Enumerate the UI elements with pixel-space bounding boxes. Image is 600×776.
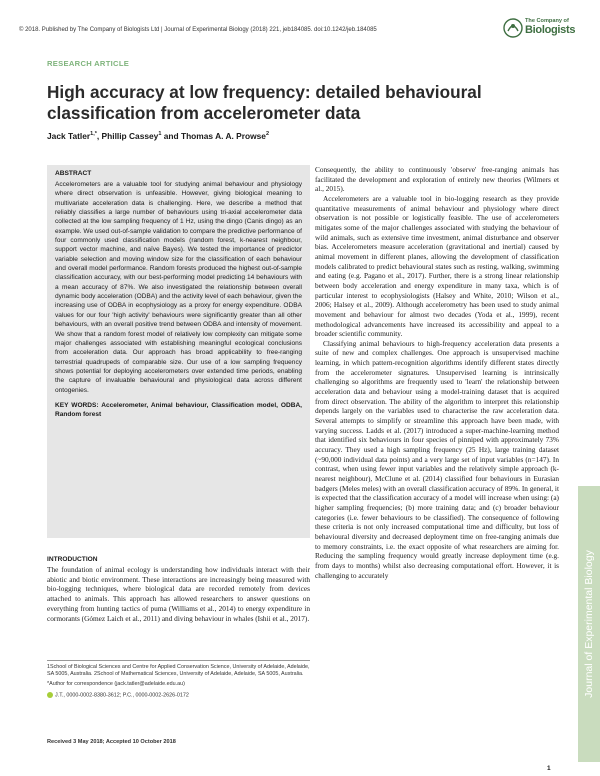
- author-separator: and: [161, 131, 181, 141]
- article-title: High accuracy at low frequency: detailed behavioural classification from accelerometer data: [47, 82, 482, 123]
- footnotes: [47, 660, 310, 702]
- logo-top-text: The Company of: [525, 18, 569, 24]
- correspondence[interactable]: *Author for correspondence (jack.tatler@adelaide.edu.au): [47, 681, 185, 688]
- logo-mark-icon: [503, 17, 523, 39]
- introduction-text: The foundation of animal ecology is understanding how individuals interact with their abiotic and biotic environment. These interactions are increasingly being measured with bio-logging techniques, where biological data are recorded remotely from devices attached to animals. This approach has allowed researchers to answer questions on everything from hunting tactics of puma (Williams et al., 2014) to energy expenditure in cormorants (Gómez Laich et al., 2011) and diving behaviour in whales (Ishii et al., 2017).: [47, 565, 310, 623]
- publisher-logo[interactable]: [503, 17, 579, 41]
- right-column: [315, 165, 559, 580]
- introduction-section: [47, 556, 310, 623]
- author-name[interactable]: Jack Tatler: [47, 131, 91, 141]
- author-superscript: 2: [265, 131, 270, 138]
- introduction-heading: INTRODUCTION: [47, 556, 98, 563]
- abstract-section: [47, 165, 310, 538]
- author-name[interactable]: Thomas A. A. Prowse: [180, 131, 266, 141]
- abstract-text: Accelerometers are a valuable tool for studying animal behaviour and physiology where direct observation is unfeasible. However, giving biological meaning to multivariate acceleration data is challenging. Here, we describe a method that reliably classifies a large number of behaviours using tri-axial accelerometer data collected at the low sampling frequency of 1 Hz, using the dingo (Canis dingo) as an example. We used out-of-sample validation to compare the predictive performance of four commonly used classification models (random forest, k-nearest neighbour, support vector machine, and naïve Bayes). We tested the importance of predictor variable selection and moving window size for the classification of each behaviour and overall model performance. Random forests produced the highest out-of-sample classification accuracy, with our best-performing model predicting 14 behaviours with a mean accuracy of 87%. We also investigated the relationship between overall dynamic body acceleration (ODBA) and the activity level of each behaviour, given the increasing use of ODBA in ecophysiology as a proxy for energy expenditure. ODBA values for our four 'high activity' behaviours were significantly greater than all other behaviours, with an overall positive trend between ODBA and intensity of movement. We show that a random forest model of relatively low complexity can mitigate some major challenges associated with establishing meaningful ecological conclusions from acceleration data. Our approach has broad applicability to free-ranging terrestrial quadrupeds of comparable size. Our use of a low sampling frequency shows potential for deploying accelerometers over extended time periods, enabling the capture of invaluable behavioural and physiological data across different ontogenies.: [55, 181, 302, 394]
- author-separator: ,: [96, 131, 102, 141]
- author-name[interactable]: Phillip Cassey: [101, 131, 159, 141]
- author-list: [47, 131, 269, 141]
- author-superscript: 1: [158, 131, 162, 138]
- orcid-icon: [47, 692, 53, 698]
- abstract-heading: ABSTRACT: [55, 170, 92, 177]
- body-paragraph: Accelerometers are a valuable tool in bio-logging research as they provide quantitative measurements of animal behaviour and physiology where direct observation is not possible or logistically feasible. The use of accelerometers mitigates some of the major challenges associated with studying the behaviour of wild animals, such as extensive time investment, animal disturbance and observer bias. Accelerometers measure acceleration (gravitational and inertial) caused by animal movement in different planes, allowing the development of classification models calibrated to predict behavioural states such as resting, walking, swimming and eating (e.g. Pagano et al., 2017). Further, there is a strong linear relationship between body acceleration and energy expenditure in many taxa, which is of particular interest to ecophysiologists (Halsey and White, 2010; Wilson et al., 2006; Halsey et al., 2009). Although accelerometry has been used to study animal movement and behaviour for almost two decades (Yoda et al., 1999), recent methodological advancements have increased its accessibility and appeal to a broader scientific community.: [315, 193, 559, 339]
- orcid-line[interactable]: [47, 692, 310, 700]
- journal-header: © 2018. Published by The Company of Biologists Ltd | Journal of Experimental Biology (2018) 221, jeb184085. doi:10.1242/jeb.184085: [19, 27, 377, 33]
- body-paragraph: Consequently, the ability to continuously 'observe' free-ranging animals has facilitated the development and exploration of entirely new theories (Wilmers et al., 2015).: [315, 165, 559, 194]
- logo-main-text: Biologists: [525, 24, 576, 36]
- received-dates: Received 3 May 2018; Accepted 10 October 2018: [47, 739, 176, 745]
- journal-sidebar-text: Journal of Experimental Biology: [583, 550, 595, 698]
- keywords: KEY WORDS: Accelerometer, Animal behaviour, Classification model, ODBA, Random forest: [55, 401, 302, 419]
- author-superscript: 1,: [90, 131, 95, 138]
- affiliations: 1School of Biological Sciences and Centre for Applied Conservation Science, University of Adelaide, Adelaide, SA 5005, Australia. 2School of Mathematical Sciences, University of Adelaide, Adelaide, SA 5005, Australia.: [47, 664, 310, 678]
- body-paragraph: Classifying animal behaviours to high-frequency acceleration data presents a suite of new and complex challenges. One approach is unsupervised machine learning, in which pattern-recognition algorithms identify different states directly from the accelerometer signatures. Unsupervised learning is intrinsically challenging so algorithms are frequently used to 'learn' the relationship between acceleration data and behaviour using a model-training dataset that is acquired from direct observation. The ability of the algorithm to interpret this relationship depends largely on the variables used to characterise the raw acceleration data. Several attempts to simplify or streamline this approach have been made, with varying success. Ladds et al. (2017) introduced a super-machine-learning method that identified six behaviours in four species of pinniped with approximately 73% accuracy. They used a high sampling frequency (25 Hz), large training dataset (~90,000 individual data points) and a very large set of input variables (n=147). In contrast, when using fewer input variables and the relatively simple approach (k-nearest neighbour), McClune et al. (2014) classified four behaviours in Eurasian badgers (Meles meles) with an overall classification accuracy of 89%. In general, it is expected that the classification accuracy of a model will increase when using: (a) higher sampling frequencies; (b) more training data; and (c) broader behaviour categories (i.e. fewer behaviours to be classified). The consequence of following these criteria is not only increased computational time and difficulty, but loss of behavioural diversity and decreased deployment time on free-ranging animals due to memory constraints, i.e. the exact opposite of what researchers are aiming for. Reducing the sampling frequency would greatly increase deployment time (e.g. from days to months) whilst also decreasing computational effort. However, it is challenging to accurately: [315, 338, 559, 580]
- article-type: RESEARCH ARTICLE: [47, 59, 130, 68]
- orcid-text: J.T., 0000-0002-8380-3612; P.C., 0000-0002-2626-0172: [55, 692, 189, 699]
- corresponding-mark: *: [94, 131, 97, 138]
- page-number: 1: [547, 765, 551, 772]
